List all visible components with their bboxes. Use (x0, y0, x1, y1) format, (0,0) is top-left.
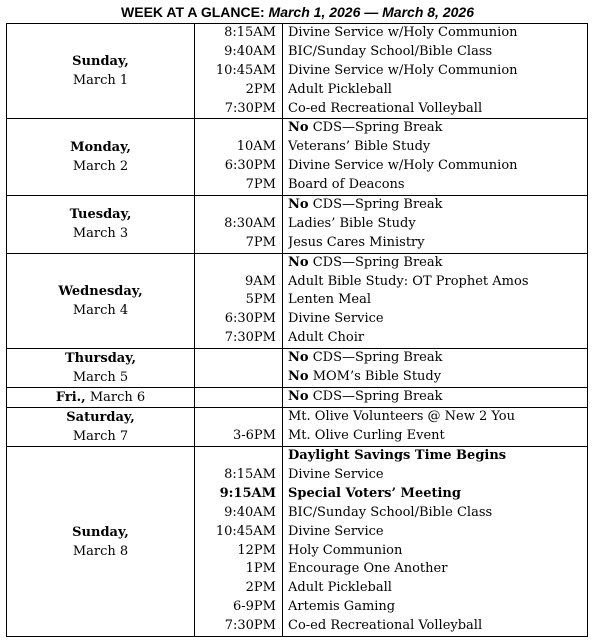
event-line (288, 119, 587, 138)
time-cell (195, 119, 283, 196)
event-time: 9AM (245, 273, 276, 289)
event-line (288, 388, 587, 407)
event-line (288, 196, 587, 215)
event-time (195, 349, 276, 368)
no-marker: No (288, 389, 309, 405)
event-line (288, 427, 587, 446)
time-cell (195, 349, 283, 388)
day-row (7, 349, 588, 388)
no-marker: No (288, 350, 309, 366)
event-title: Holy Communion (288, 542, 403, 558)
event-line (288, 542, 587, 561)
event-title: Encourage One Another (288, 561, 448, 577)
time-cell (195, 196, 283, 254)
event-time (195, 368, 276, 387)
day-name: Thursday, (64, 351, 137, 367)
event-time: 9:40AM (224, 504, 276, 520)
event-line (288, 310, 587, 329)
event-time (195, 388, 276, 407)
day-row (7, 24, 588, 119)
event-title: Divine Service w/Holy Communion (288, 25, 518, 40)
event-title: Co-ed Recreational Volleyball (288, 100, 483, 116)
event-time: 7:30PM (224, 330, 276, 346)
event-time (195, 254, 276, 273)
event-title: Artemis Gaming (288, 599, 396, 615)
event-title: Co-ed Recreational Volleyball (288, 618, 483, 634)
event-time (195, 196, 276, 215)
event-title: Divine Service (288, 311, 384, 327)
event-line (288, 598, 587, 617)
day-name: Monday, (70, 140, 131, 156)
event-cell (283, 253, 588, 348)
event-line (288, 560, 587, 579)
event-line (288, 504, 587, 523)
event-title: CDS—Spring Break (308, 197, 443, 213)
schedule-body (7, 24, 588, 637)
no-marker: No (288, 254, 309, 270)
event-title: BIC/Sunday School/Bible Class (288, 43, 493, 59)
event-line (288, 368, 587, 387)
event-cell (283, 408, 588, 447)
event-title: Lenten Meal (288, 292, 372, 308)
page-title (0, 4, 595, 20)
event-line (288, 234, 587, 253)
event-cell (283, 388, 588, 408)
event-time: 10AM (236, 139, 276, 155)
event-line (288, 81, 587, 100)
event-title: Daylight Savings Time Begins (288, 448, 507, 464)
day-date: March 6 (85, 390, 146, 406)
event-title: Divine Service w/Holy Communion (288, 62, 518, 78)
day-date: March 2 (72, 159, 129, 175)
day-row (7, 253, 588, 348)
day-row (7, 388, 588, 408)
day-name: Tuesday, (69, 207, 132, 223)
event-time: 6-9PM (233, 599, 276, 615)
day-cell (7, 253, 195, 348)
event-title: Divine Service w/Holy Communion (288, 158, 518, 174)
time-cell (195, 447, 283, 637)
event-line (288, 466, 587, 485)
no-marker: No (288, 120, 309, 136)
event-cell (283, 119, 588, 196)
day-row (7, 196, 588, 254)
day-date: March 5 (72, 370, 129, 386)
event-title: CDS—Spring Break (308, 120, 443, 136)
day-date: March 4 (72, 302, 129, 318)
event-title: MOM’s Bible Study (308, 369, 442, 385)
event-title: Mt. Olive Curling Event (288, 428, 445, 444)
day-row (7, 119, 588, 196)
event-line (288, 329, 587, 348)
event-time: 6:30PM (224, 158, 276, 174)
event-line (288, 157, 587, 176)
day-date: March 8 (72, 543, 129, 559)
event-time: 7PM (245, 234, 276, 250)
event-time: 12PM (237, 542, 276, 558)
event-line (288, 254, 587, 273)
event-title: Board of Deacons (288, 177, 405, 193)
event-title: CDS—Spring Break (308, 350, 443, 366)
event-time: 10:45AM (215, 523, 276, 539)
event-line (288, 24, 587, 43)
event-cell (283, 196, 588, 254)
event-time: 7:30PM (224, 100, 276, 116)
event-time: 9:15AM (219, 485, 276, 501)
schedule-table (6, 23, 588, 637)
event-title: Divine Service (288, 467, 384, 483)
event-line (288, 617, 587, 636)
event-title: Mt. Olive Volunteers @ New 2 You (288, 409, 516, 425)
heading-label: WEEK AT A GLANCE: (121, 4, 265, 20)
event-time: 7:30PM (224, 618, 276, 634)
event-cell (283, 349, 588, 388)
day-row (7, 408, 588, 447)
event-time: 9:40AM (224, 43, 276, 59)
event-line (288, 273, 587, 292)
event-title: Adult Pickleball (288, 81, 392, 97)
event-line (288, 485, 587, 504)
day-date: March 3 (72, 226, 129, 242)
day-cell (7, 119, 195, 196)
no-marker: No (288, 369, 309, 385)
event-title: Special Voters’ Meeting (288, 485, 461, 501)
event-title: Ladies’ Bible Study (288, 215, 416, 231)
event-line (288, 62, 587, 81)
event-time: 2PM (245, 81, 276, 97)
event-title: BIC/Sunday School/Bible Class (288, 504, 493, 520)
event-cell (283, 447, 588, 637)
event-time (195, 408, 276, 427)
day-cell (7, 24, 195, 119)
day-cell (7, 349, 195, 388)
event-line (288, 349, 587, 368)
time-cell (195, 408, 283, 447)
event-line (288, 447, 587, 466)
day-date: March 7 (72, 429, 129, 445)
event-time: 2PM (245, 580, 276, 596)
event-line (288, 43, 587, 62)
event-time: 7PM (245, 177, 276, 193)
event-time (195, 447, 276, 466)
day-cell (7, 196, 195, 254)
day-name: Sunday, (72, 54, 129, 70)
time-cell (195, 24, 283, 119)
event-cell (283, 24, 588, 119)
event-title: Adult Bible Study: OT Prophet Amos (288, 273, 529, 289)
event-title: Adult Pickleball (288, 580, 392, 596)
event-line (288, 523, 587, 542)
day-cell (7, 408, 195, 447)
event-line (288, 291, 587, 310)
day-row (7, 447, 588, 637)
day-name: Sunday, (72, 524, 129, 540)
event-time: 5PM (245, 292, 276, 308)
event-title: Jesus Cares Ministry (288, 234, 425, 250)
event-title: CDS—Spring Break (308, 389, 443, 405)
event-title: CDS—Spring Break (308, 254, 443, 270)
event-time: 1PM (245, 561, 276, 577)
event-time: 3-6PM (233, 428, 276, 444)
heading-date-range: March 1, 2026 — March 8, 2026 (268, 4, 474, 20)
day-cell (7, 447, 195, 637)
event-time: 6:30PM (224, 311, 276, 327)
event-time: 8:15AM (224, 467, 276, 483)
event-time: 10:45AM (215, 62, 276, 78)
event-line (288, 215, 587, 234)
day-name: Saturday, (66, 410, 135, 426)
time-cell (195, 253, 283, 348)
day-date: March 1 (72, 73, 129, 89)
day-cell (7, 388, 195, 408)
event-line (288, 176, 587, 195)
time-cell (195, 388, 283, 408)
event-title: Veterans’ Bible Study (288, 139, 431, 155)
event-time: 8:30AM (224, 215, 276, 231)
no-marker: No (288, 197, 309, 213)
event-line (288, 138, 587, 157)
event-time: 8:15AM (224, 25, 276, 40)
day-name: Wednesday, (58, 283, 143, 299)
event-title: Divine Service (288, 523, 384, 539)
event-line (288, 579, 587, 598)
event-time (195, 119, 276, 138)
event-line (288, 100, 587, 119)
event-line (288, 408, 587, 427)
event-title: Adult Choir (288, 330, 365, 346)
day-name: Fri., (55, 390, 86, 406)
